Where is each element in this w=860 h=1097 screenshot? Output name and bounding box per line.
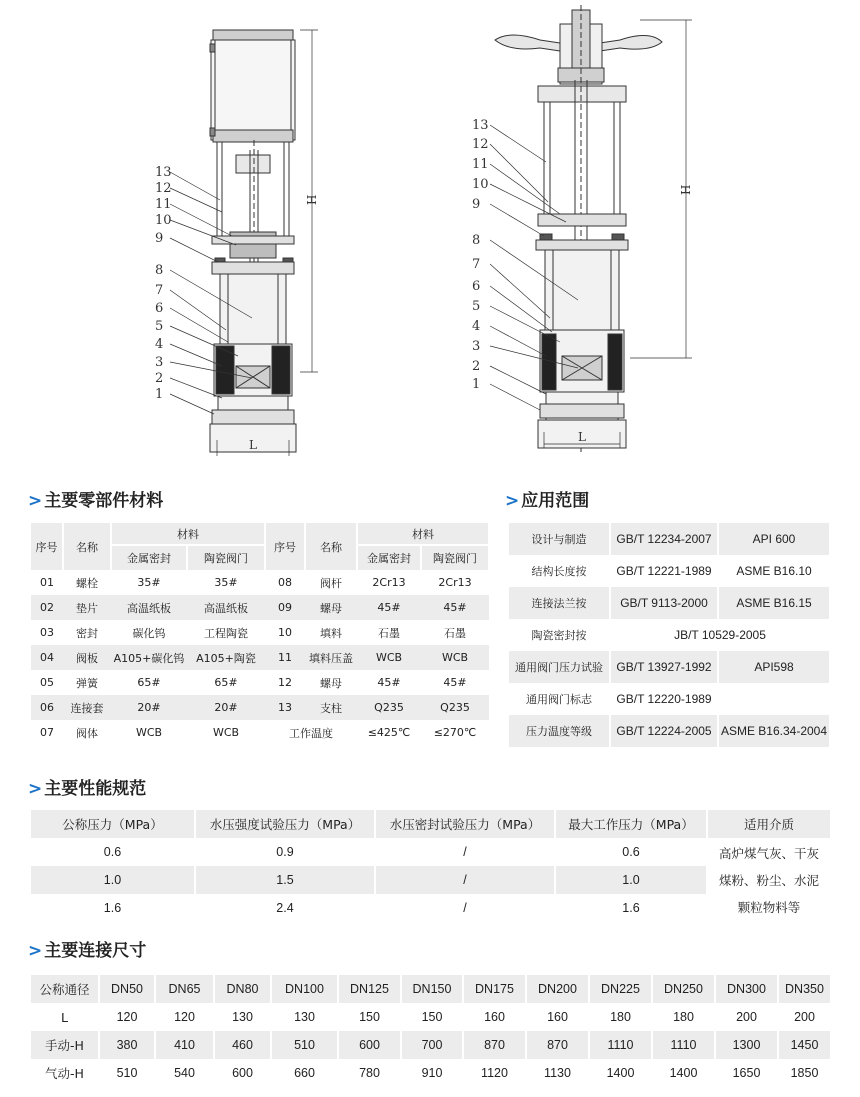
application-section-title: > 应用范围: [505, 491, 590, 511]
table-row: 陶瓷密封按 JB/T 10529-2005: [509, 619, 830, 651]
header-strength-test: 水压强度试验压力（MPa）: [195, 810, 375, 838]
materials-section-title: > 主要零部件材料: [28, 491, 164, 511]
header-ceramic-valve-2: 陶瓷阀门: [421, 545, 489, 570]
header-ceramic-valve: 陶瓷阀门: [187, 545, 265, 570]
table-row: 连接法兰按 GB/T 9113-2000 ASME B16.15: [509, 587, 830, 619]
table-row: 03 密封 碳化钨 工程陶瓷 10 填料 石墨 石墨: [40, 626, 466, 640]
callout-right-11: 11: [472, 157, 489, 172]
header-metal-seal: 金属密封: [111, 545, 187, 570]
callout-right-7: 7: [472, 257, 481, 272]
table-row: 公称通径 DN50 DN65 DN80 DN100 DN125 DN150 DN175 DN200 DN225 DN250 DN300 DN350: [31, 975, 831, 1003]
callout-left-7: 7: [155, 283, 164, 298]
callout-left-1: 1: [155, 387, 164, 402]
header-seq-2: 序号: [265, 523, 305, 570]
callout-right-4: 4: [472, 319, 481, 334]
dimensions-table: [31, 975, 832, 1087]
callout-left-9: 9: [155, 231, 164, 246]
table-row: 通用阀门标志 GB/T 12220-1989: [509, 683, 830, 715]
performance-section-title: > 主要性能规范: [28, 779, 147, 799]
callout-right-12: 12: [472, 137, 489, 152]
chevron-right-icon: >: [28, 941, 43, 961]
table-row: 1.0 1.5 / 1.0: [31, 866, 831, 894]
callout-left-3: 3: [155, 355, 164, 370]
performance-table: [31, 810, 832, 922]
table-row: 04 阀板 A105+碳化钨 A105+陶瓷 11 填料压盖 WCB WCB: [31, 645, 489, 670]
header-max-working: 最大工作压力（MPa）: [555, 810, 707, 838]
chevron-right-icon: >: [505, 491, 520, 511]
header-material: 材料: [111, 523, 265, 545]
callout-left-5: 5: [155, 319, 164, 334]
table-row: 手动-H 380 410 460 510 600 700 870 870 1110 1110 1300 1450: [31, 1031, 831, 1059]
table-row: 07 阀体 WCB WCB 工作温度 ≤425℃ ≤270℃: [31, 720, 489, 745]
callout-right-10: 10: [472, 177, 489, 192]
callout-right-3: 3: [472, 339, 481, 354]
medium-cell: 高炉煤气灰、干灰 煤粉、粉尘、水泥 颗粒物料等: [707, 838, 831, 922]
header-seal-test: 水压密封试验压力（MPa）: [375, 810, 555, 838]
header-nominal-pressure: 公称压力（MPa）: [31, 810, 195, 838]
callout-right-13: 13: [472, 118, 489, 133]
header-medium: 适用介质: [707, 810, 831, 838]
pneumatic-valve-drawing: [170, 30, 318, 456]
table-row: 结构长度按 GB/T 12221-1989 ASME B16.10: [509, 555, 830, 587]
header-material-2: 材料: [357, 523, 489, 545]
right-dimension-h: H: [679, 184, 693, 195]
right-dimension-l: L: [578, 430, 586, 444]
callout-right-1: 1: [472, 377, 481, 392]
header-seq: 序号: [31, 523, 63, 570]
left-dimension-h: H: [305, 194, 319, 205]
table-row: 01 螺栓 35# 35# 08 阀杆 2Cr13 2Cr13: [40, 576, 472, 590]
table-row: 02 垫片 高温纸板 高温纸板 09 螺母 45# 45#: [31, 595, 489, 620]
table-row: 压力温度等级 GB/T 12224-2005 ASME B16.34-2004: [509, 715, 830, 747]
callout-left-11: 11: [155, 197, 172, 212]
left-dimension-l: L: [249, 438, 257, 452]
header-name: 名称: [63, 523, 111, 570]
header-name-2: 名称: [305, 523, 357, 570]
application-table: [509, 523, 831, 747]
callout-right-2: 2: [472, 359, 481, 374]
chevron-right-icon: >: [28, 491, 43, 511]
table-row: 05 弹簧 65# 65# 12 螺母 45# 45#: [40, 676, 467, 690]
callout-right-6: 6: [472, 279, 481, 294]
table-row: 气动-H 510 540 600 660 780 910 1120 1130 1400 1400 1650 1850: [31, 1059, 831, 1087]
callout-right-9: 9: [472, 197, 481, 212]
callout-right-5: 5: [472, 299, 481, 314]
table-row: 06 连接套 20# 20# 13 支柱 Q235 Q235: [31, 695, 489, 720]
manual-valve-drawing: [490, 5, 692, 452]
table-row: L 120 120 130 130 150 150 160 160 180 180 200 200: [31, 1003, 831, 1031]
table-row: 通用阀门压力试验 GB/T 13927-1992 API598: [509, 651, 830, 683]
callout-left-12: 12: [155, 181, 172, 196]
header-metal-seal-2: 金属密封: [357, 545, 421, 570]
callout-left-2: 2: [155, 371, 164, 386]
materials-table: [31, 523, 490, 745]
callout-left-4: 4: [155, 337, 164, 352]
callout-left-13: 13: [155, 165, 172, 180]
work-temperature-label: 工作温度: [289, 726, 333, 740]
valve-drawings: [0, 0, 860, 470]
callout-right-8: 8: [472, 233, 481, 248]
callout-left-6: 6: [155, 301, 164, 316]
chevron-right-icon: >: [28, 779, 43, 799]
table-row: 1.6 2.4 / 1.6: [31, 894, 831, 922]
table-row: 0.6 0.9 / 0.6 高炉煤气灰、干灰 煤粉、粉尘、水泥 颗粒物料等: [31, 838, 831, 866]
dimensions-section-title: > 主要连接尺寸: [28, 941, 147, 961]
callout-left-8: 8: [155, 263, 164, 278]
callout-left-10: 10: [155, 213, 172, 228]
table-row: 设计与制造 GB/T 12234-2007 API 600: [509, 523, 830, 555]
